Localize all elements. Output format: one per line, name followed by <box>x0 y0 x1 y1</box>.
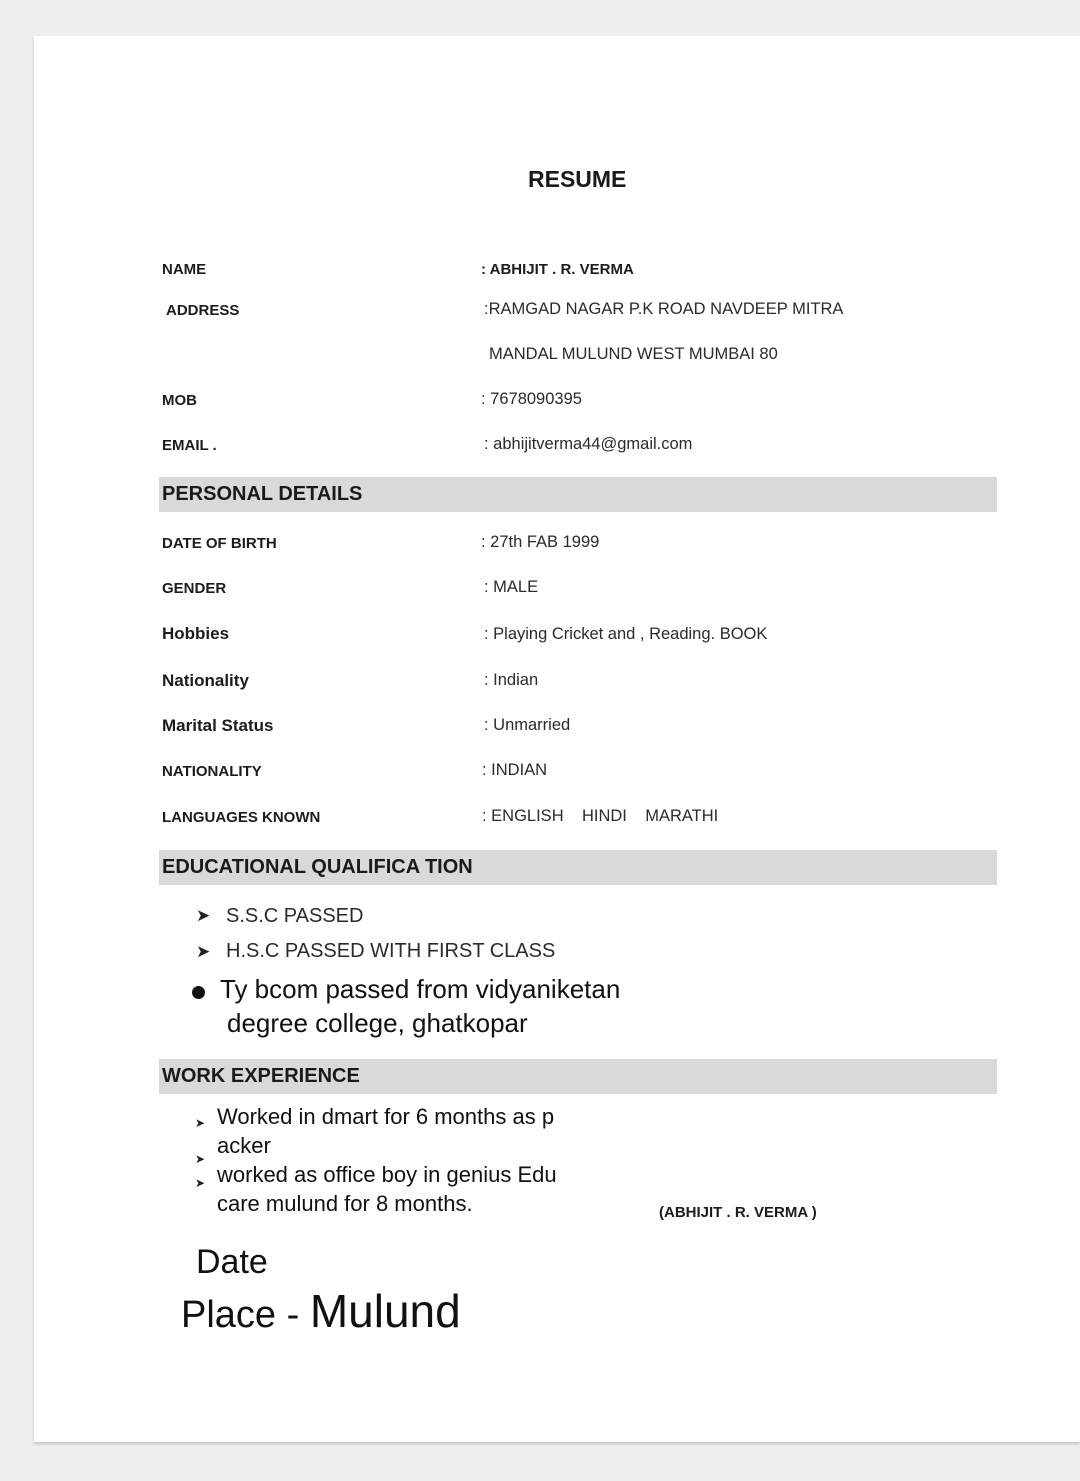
name-value: : ABHIJIT . R. VERMA <box>481 261 634 278</box>
education-heading-bar <box>159 850 997 885</box>
nationality-caps-label: NATIONALITY <box>162 763 262 780</box>
arrow-bullet-icon: ➤ <box>195 1116 206 1130</box>
arrow-bullet-icon: ➤ <box>196 942 211 961</box>
address-line-1: :RAMGAD NAGAR P.K ROAD NAVDEEP MITRA <box>484 300 844 318</box>
bullet-dot-icon <box>192 986 205 999</box>
hobbies-value: : Playing Cricket and , Reading. BOOK <box>484 625 768 643</box>
education-heading: EDUCATIONAL QUALIFICA TION <box>162 856 473 878</box>
education-item-ssc: S.S.C PASSED <box>226 905 364 927</box>
date-label: Date <box>196 1243 268 1281</box>
work-line-2: acker <box>217 1133 271 1158</box>
work-line-1: Worked in dmart for 6 months as p <box>217 1104 555 1129</box>
marital-status-label: Marital Status <box>162 716 274 735</box>
gender-label: GENDER <box>162 580 227 597</box>
work-heading-bar <box>159 1059 997 1094</box>
place-line <box>181 1284 461 1338</box>
nationality-value: : Indian <box>484 671 539 689</box>
mob-label: MOB <box>162 392 197 409</box>
arrow-bullet-icon: ➤ <box>195 1176 206 1190</box>
address-label: ADDRESS <box>166 302 240 319</box>
education-extra-line-1: Ty bcom passed from vidyaniketan <box>220 974 621 1004</box>
work-line-4: care mulund for 8 months. <box>217 1191 473 1216</box>
name-label: NAME <box>162 261 207 278</box>
place-value: Mulund <box>309 1285 461 1337</box>
dob-value: : 27th FAB 1999 <box>481 533 600 551</box>
address-line-2: MANDAL MULUND WEST MUMBAI 80 <box>489 345 778 363</box>
arrow-bullet-icon: ➤ <box>196 906 211 925</box>
languages-label: LANGUAGES KNOWN <box>162 809 321 826</box>
gender-value: : MALE <box>484 578 539 596</box>
email-value: : abhijitverma44@gmail.com <box>484 435 693 453</box>
personal-details-heading: PERSONAL DETAILS <box>162 483 363 505</box>
resume-page <box>34 36 1080 1442</box>
arrow-bullet-icon: ➤ <box>195 1152 206 1166</box>
languages-value: : ENGLISH HINDI MARATHI <box>482 807 719 825</box>
work-heading: WORK EXPERIENCE <box>162 1065 360 1087</box>
education-item-hsc: H.S.C PASSED WITH FIRST CLASS <box>226 940 556 962</box>
hobbies-label: Hobbies <box>162 624 230 643</box>
marital-status-value: : Unmarried <box>484 716 571 734</box>
place-label: Place - <box>181 1294 300 1336</box>
signature-name: (ABHIJIT . R. VERMA ) <box>659 1204 817 1221</box>
dob-label: DATE OF BIRTH <box>162 535 277 552</box>
education-extra-line-2: degree college, ghatkopar <box>227 1008 528 1038</box>
work-line-3: worked as office boy in genius Edu <box>217 1162 557 1187</box>
resume-title: RESUME <box>528 166 627 192</box>
nationality-label: Nationality <box>162 671 249 690</box>
nationality-caps-value: : INDIAN <box>482 761 548 779</box>
email-label: EMAIL . <box>162 437 217 454</box>
mob-value: : 7678090395 <box>481 390 582 408</box>
personal-details-heading-bar <box>159 477 997 512</box>
